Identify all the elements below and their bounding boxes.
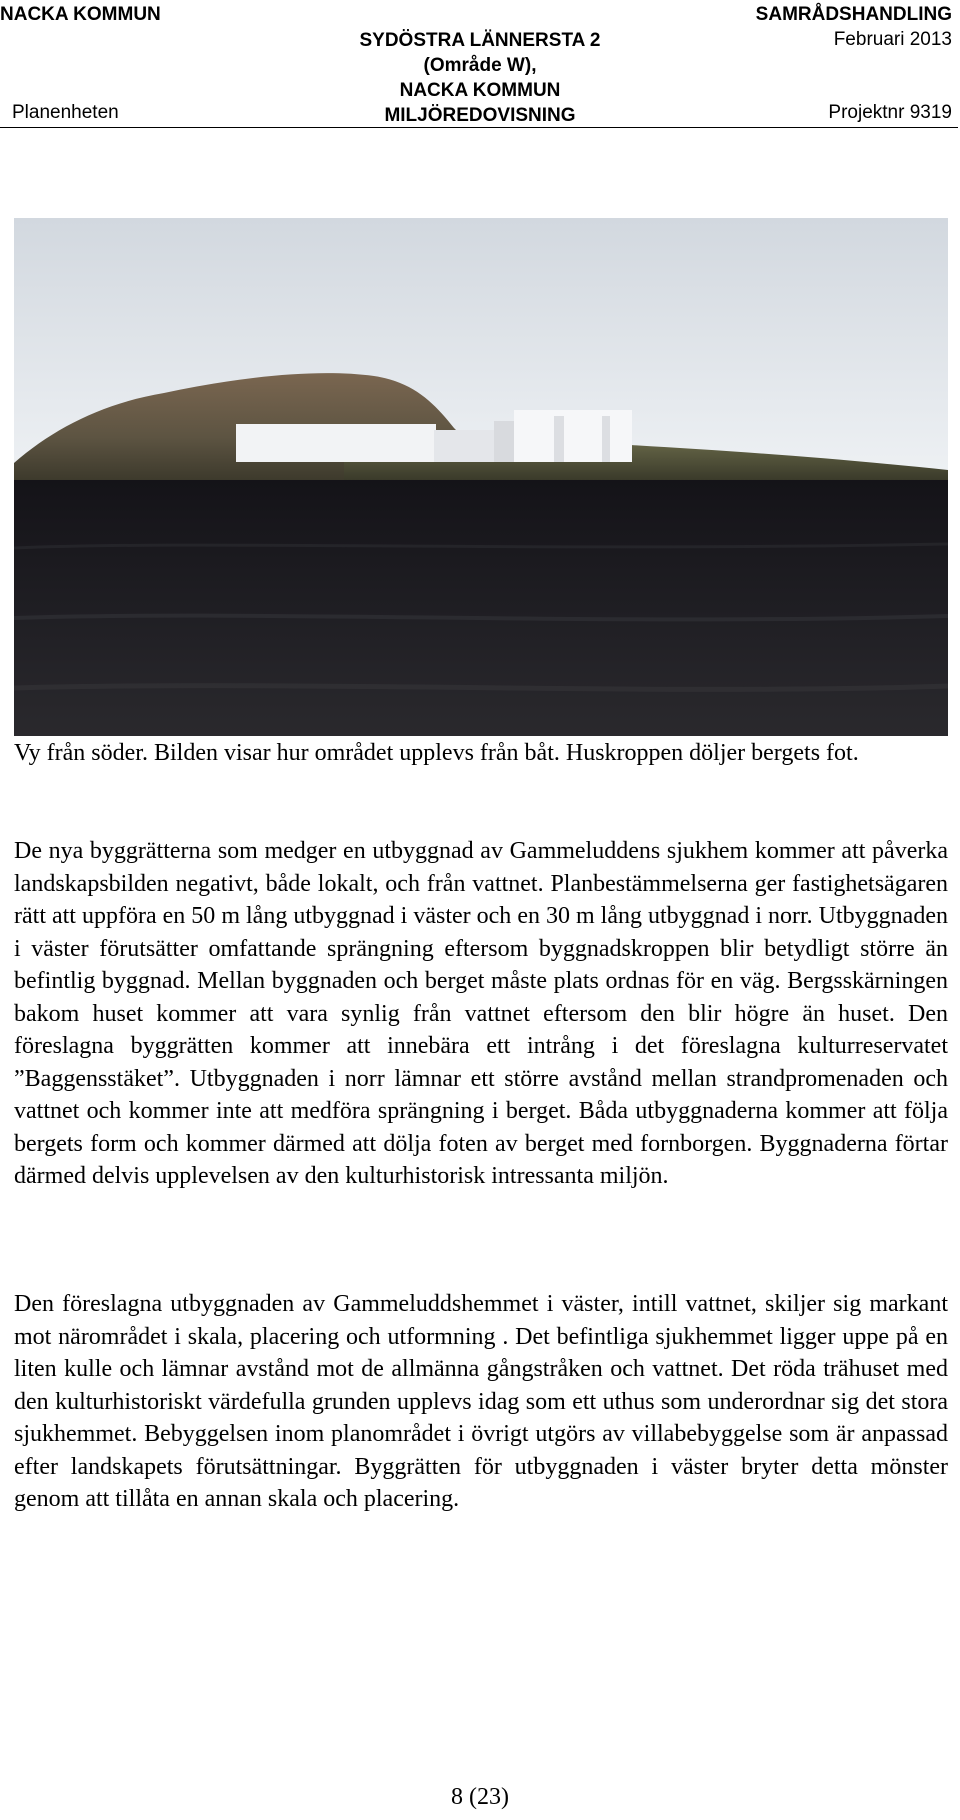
title-line: NACKA KOMMUN [399, 80, 561, 101]
landscape-render-image [14, 218, 948, 736]
document-title [310, 28, 650, 128]
body-paragraph: De nya byggrätterna som medger en utbyggnad av Gammeluddens sjukhem kommer att påverka landskapsbilden negativt, både lokalt, och från vattnet. Planbestämmelserna ger fastighetsägaren rätt att uppföra en 50 m lång utbyggnad i väster och en 30 m lång utbyggnad i norr. Utbyggnaden i väster förutsätter omfattande sprängning eftersom byggnadskroppen blir betydligt större än befintlig byggnad. Mellan byggnaden och berget måste plats ordnas för en väg. Bergsskärningen bakom huset kommer att vara synlig från vattnet eftersom den blir högre än huset. Den föreslagna byggrätten kommer att innebära ett intrång i det föreslagna kulturreservatet ”Baggensstäket”. Utbyggnaden i norr lämnar ett större avstånd mellan strandpromenaden och vattnet och kommer inte att medföra sprängning i berget. Båda utbyggnaderna kommer att följa bergets form och kommer därmed att dölja foten av berget med fornborgen. Byggnaderna förtar därmed delvis upplevelsen av den kulturhistorisk intressanta miljön. [14, 838, 948, 1189]
title-line: MILJÖREDOVISNING [384, 105, 576, 126]
document-type: SAMRÅDSHANDLING [755, 4, 952, 25]
project-number: Projektnr 9319 [828, 102, 952, 123]
page-number: 8 (23) [451, 1784, 509, 1810]
unit-name: Planenheten [12, 102, 119, 123]
org-name: NACKA KOMMUN [0, 4, 161, 25]
title-line: (Område W), [423, 55, 537, 76]
header-divider [0, 127, 958, 128]
page-header [0, 0, 960, 128]
body-paragraph: Den föreslagna utbyggnaden av Gammeluddshemmet i väster, intill vattnet, skiljer sig markant mot närområdet i skala, placering och utformning . Det befintliga sjukhemmet ligger uppe på en liten kulle och lämnar avstånd mot de allmänna gångstråken och vattnet. Det röda trähuset med den kulturhistoriskt värdefulla grunden upplevs idag som ett uthus som underordnar sig det stora sjukhemmet. Bebyggelsen inom planområdet i övrigt utgörs av villabebyggelse som är anpassad efter landskapets förutsättningar. Byggrätten för utbyggnaden i väster bryter detta mönster genom att tillåta en annan skala och placering. [14, 1291, 948, 1512]
title-line: SYDÖSTRA LÄNNERSTA 2 [359, 30, 601, 51]
document-date: Februari 2013 [833, 29, 952, 50]
figure-caption: Vy från söder. Bilden visar hur området upplevs från båt. Huskroppen döljer bergets fot. [14, 740, 859, 766]
